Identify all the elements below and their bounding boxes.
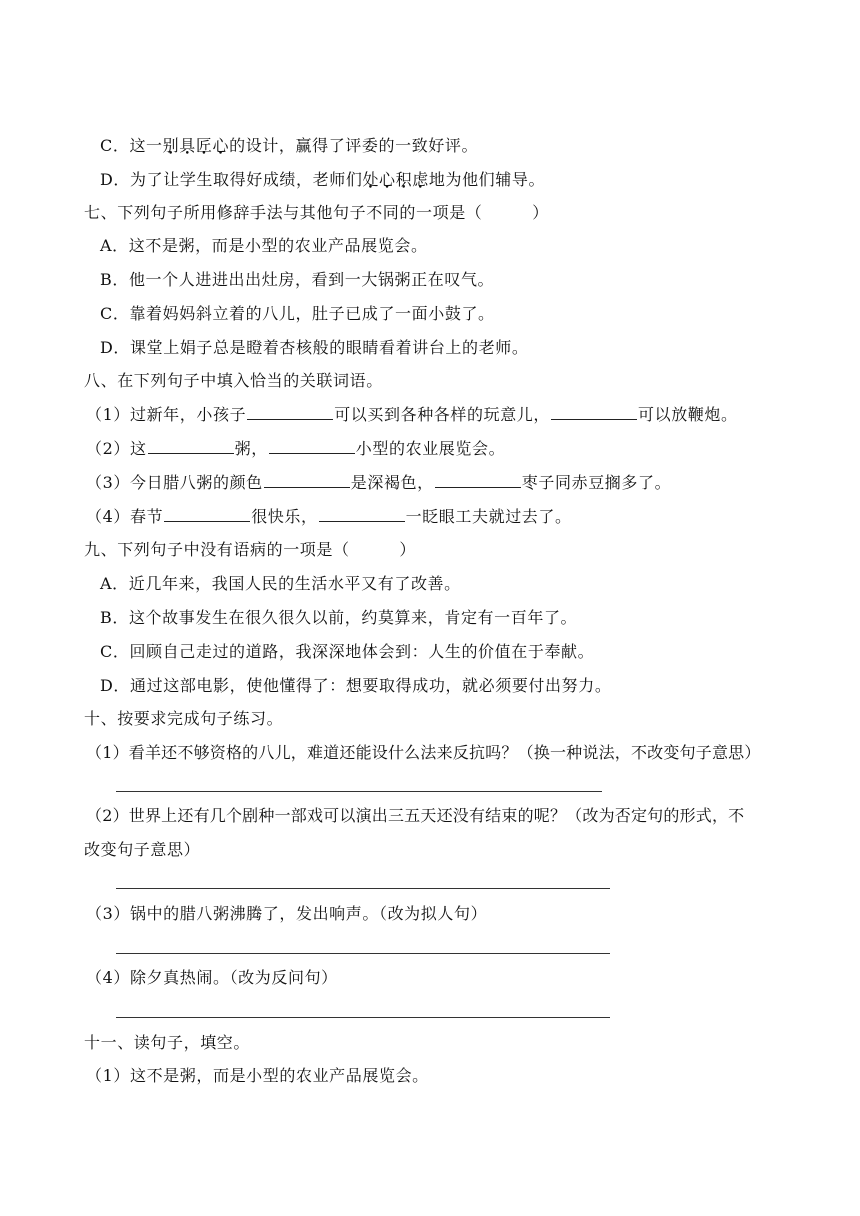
q10-item-4: （4）除夕真热闹。（改为反问句） xyxy=(86,968,338,987)
answer-line[interactable] xyxy=(116,1017,610,1018)
question-7-title: 七、下列句子所用修辞手法与其他句子不同的一项是（ ） xyxy=(84,203,549,222)
dotted-char: 积 xyxy=(395,170,413,189)
option-c-q6: C．这一别具匠心的设计，赢得了评委的一致好评。 xyxy=(100,136,479,155)
q8-item-1: （1）过新年，小孩子 可以买到各种各样的玩意儿， 可以放鞭炮。 xyxy=(86,405,738,424)
q9-option-b: B．这个故事发生在很久很久以前，约莫算来，肯定有一百年了。 xyxy=(100,608,578,627)
option-label: D． xyxy=(100,170,131,189)
dotted-char: 虑 xyxy=(412,170,429,189)
dotted-char: 具 xyxy=(179,136,196,155)
question-11-title: 十一、读句子，填空。 xyxy=(84,1033,251,1052)
q7-option-c: C．靠着妈妈斜立着的八儿，肚子已成了一面小鼓了。 xyxy=(100,304,495,323)
q7-option-a: A．这不是粥，而是小型的农业产品展览会。 xyxy=(100,236,428,255)
fill-blank[interactable] xyxy=(435,473,521,488)
question-10-title: 十、按要求完成句子练习。 xyxy=(84,709,284,728)
fill-blank[interactable] xyxy=(319,507,405,522)
q10-item-1: （1）看羊还不够资格的八儿，难道还能设什么法来反抗吗？（换一种说法，不改变句子意思） xyxy=(86,743,761,762)
answer-line[interactable] xyxy=(116,791,602,792)
answer-line[interactable] xyxy=(116,953,610,954)
answer-line[interactable] xyxy=(116,888,610,889)
dotted-char: 心 xyxy=(212,136,230,155)
q10-item-2: （2）世界上还有几个剧种一部戏可以演出三五天还没有结束的呢？（改为否定句的形式，不 xyxy=(86,806,745,825)
dotted-char: 别 xyxy=(162,136,180,155)
dotted-char: 心 xyxy=(379,170,396,189)
question-9-title: 九、下列句子中没有语病的一项是（ ） xyxy=(84,540,417,559)
fill-blank[interactable] xyxy=(148,439,234,454)
dotted-char: 处 xyxy=(362,170,380,189)
q9-option-d: D．通过这部电影，使他懂得了：想要取得成功，就必须要付出努力。 xyxy=(100,676,612,695)
fill-blank[interactable] xyxy=(247,405,333,420)
fill-blank[interactable] xyxy=(269,439,355,454)
fill-blank[interactable] xyxy=(551,405,637,420)
fill-blank[interactable] xyxy=(264,473,350,488)
q10-item-3: （3）锅中的腊八粥沸腾了，发出响声。（改为拟人句） xyxy=(86,904,488,923)
q8-item-3: （3）今日腊八粥的颜色 是深褐色， 枣子同赤豆搁多了。 xyxy=(86,473,672,492)
question-8-title: 八、在下列句子中填入恰当的关联词语。 xyxy=(84,371,383,390)
q7-option-b: B．他一个人进进出出灶房，看到一大锅粥正在叹气。 xyxy=(100,270,495,289)
q7-option-d: D．课堂上娟子总是瞪着杏核般的眼睛看着讲台上的老师。 xyxy=(100,338,529,357)
q8-item-4: （4）春节 很快乐， 一眨眼工夫就过去了。 xyxy=(86,507,572,526)
fill-blank[interactable] xyxy=(164,507,250,522)
q9-option-a: A．近几年来，我国人民的生活水平又有了改善。 xyxy=(100,574,461,593)
dotted-char: 匠 xyxy=(195,136,213,155)
q9-option-c: C．回顾自己走过的道路，我深深地体会到：人生的价值在于奉献。 xyxy=(100,642,595,661)
q11-item-1: （1）这不是粥，而是小型的农业产品展览会。 xyxy=(86,1066,429,1085)
q8-item-2: （2）这 粥， 小型的农业展览会。 xyxy=(86,439,506,458)
q10-item-2-cont: 改变句子意思） xyxy=(84,840,201,859)
option-label: C． xyxy=(100,136,130,155)
option-d-q6: D．为了让学生取得好成绩，老师们处心积虑地为他们辅导。 xyxy=(100,170,546,189)
